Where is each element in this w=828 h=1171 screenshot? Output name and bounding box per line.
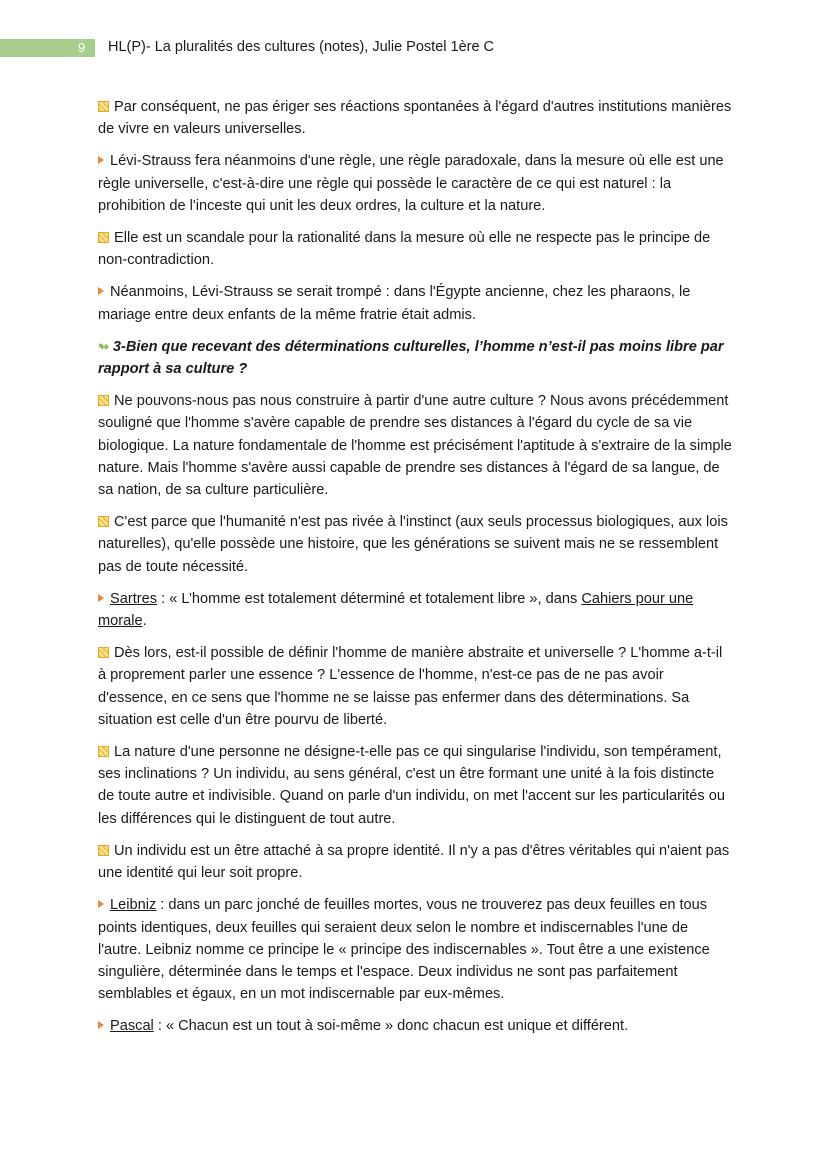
paragraph: Ne pouvons-nous pas nous construire à partir d'une autre culture ? Nous avons précédemment souligné que l'homme s'avère capable de prendre ses distances à l'égard du cycle de sa vie biologique. La nature fondamentale de l'homme est précisément l'aptitude à s'extraire de la simple nature. Mais l'homme s'avère aussi capable de prendre ses distances à l'égard de sa langue, de sa nation, de sa culture particulière. bbox=[98, 393, 732, 499]
square-bullet-icon bbox=[98, 232, 109, 243]
paragraph: Lévi-Strauss fera néanmoins d'une règle, une règle paradoxale, dans la mesure où elle est une règle universelle, c'est-à-dire une règle qui possède le caractère de ce qui est naturel : la prohibition de l'inceste qui unit les deux ordres, la culture et la nature. bbox=[98, 153, 724, 214]
author-name: Pascal bbox=[110, 1018, 154, 1035]
paragraph: La nature d'une personne ne désigne-t-elle pas ce qui singularise l'individu, son tempérament, ses inclinations ? Un individu, au sens général, c'est un être formant une unité à la fois distincte de toute autre et indivisible. Quand on parle d'un individu, on met l'accent sur les particularités ou les différences qui le distinguent de tout autre. bbox=[98, 744, 725, 827]
paragraph: Un individu est un être attaché à sa propre identité. Il n'y a pas d'êtres véritables qui n'aient pas une identité qui leur soit propre. bbox=[98, 842, 730, 882]
page-header bbox=[0, 39, 828, 61]
triangle-bullet-icon bbox=[98, 900, 104, 908]
square-bullet-icon bbox=[98, 516, 109, 527]
square-bullet-icon bbox=[98, 101, 109, 112]
quote-paragraph: Sartres : « L’homme est totalement déterminé et totalement libre », dans Cahiers pour une morale. bbox=[98, 590, 694, 630]
page-number: 9 bbox=[78, 40, 86, 55]
square-bullet-icon bbox=[98, 647, 109, 658]
square-bullet-icon bbox=[98, 746, 109, 757]
paragraph: Néanmoins, Lévi-Strauss se serait trompé : dans l'Égypte ancienne, chez les pharaons, le mariage entre deux enfants de la même fratrie était admis. bbox=[98, 284, 691, 323]
square-bullet-icon bbox=[98, 395, 109, 406]
section-heading: ↬ 3-Bien que recevant des déterminations culturelles, l’homme n’est-il pas moins libre par rapport à sa culture ? bbox=[98, 336, 734, 380]
triangle-bullet-icon bbox=[98, 156, 104, 164]
square-bullet-icon bbox=[98, 845, 109, 856]
triangle-bullet-icon bbox=[98, 1021, 104, 1029]
document-body bbox=[98, 96, 734, 1048]
triangle-bullet-icon bbox=[98, 594, 104, 602]
work-title: Cahiers pour une morale bbox=[98, 590, 694, 630]
paragraph: C'est parce que l'humanité n'est pas rivée à l'instinct (aux seuls processus biologiques, aux lois naturelles), qu'elle possède une histoire, que les générations se suivent mais ne se ressemblent pas de toute nécessité. bbox=[98, 514, 728, 575]
author-name: Leibniz bbox=[110, 897, 157, 914]
paragraph: Par conséquent, ne pas ériger ses réactions spontanées à l'égard d'autres institutions manières de vivre en valeurs universelles. bbox=[98, 99, 732, 138]
paragraph: Elle est un scandale pour la rationalité dans la mesure où elle ne respecte pas le principe de non-contradiction. bbox=[98, 230, 711, 269]
quote-paragraph: Leibniz : dans un parc jonché de feuilles mortes, vous ne trouverez pas deux feuilles en tous points identiques, deux feuilles qui seraient deux selon le nombre et indiscernables l'une de l'autre. Leibniz nomme ce principe le « principe des indiscernables ». Tout être a une existence singulière, déterminée dans le temps et l'espace. Deux individus ne sont pas parfaitement semblables et égaux, en un mot indiscernable par eux-mêmes. bbox=[98, 897, 710, 1003]
quote-paragraph: Pascal : « Chacun est un tout à soi-même » donc chacun est unique et différent. bbox=[98, 1015, 734, 1037]
paragraph: Dès lors, est-il possible de définir l'homme de manière abstraite et universelle ? L'homme a-t-il à proprement parler une essence ? L'essence de l'homme, n'est-ce pas de ne pas avoir d'essence, en ce sens que l'homme ne se laisse pas enfermer dans des déterminations. Sa situation est celle d'un être pourvu de liberté. bbox=[98, 645, 723, 728]
author-name: Sartres bbox=[110, 590, 158, 607]
document-title: HL(P)- La pluralités des cultures (notes), Julie Postel 1ère C bbox=[108, 39, 495, 55]
curved-arrow-icon: ↬ bbox=[98, 338, 109, 354]
triangle-bullet-icon bbox=[98, 287, 104, 295]
